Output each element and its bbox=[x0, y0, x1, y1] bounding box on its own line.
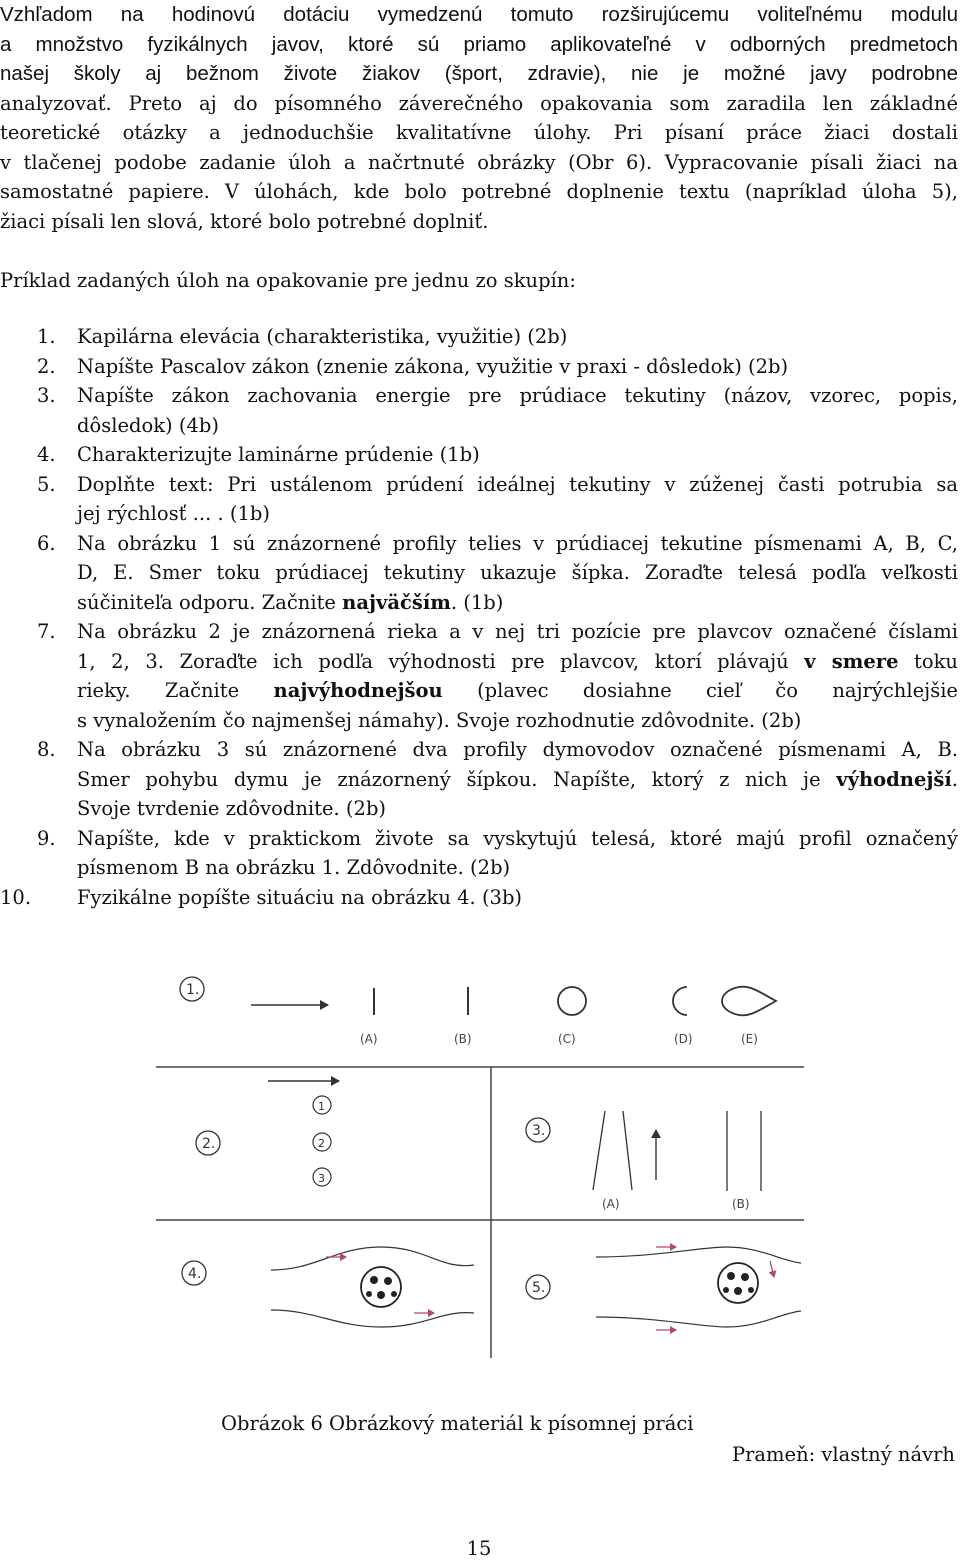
panel-number: 1. bbox=[186, 982, 200, 998]
task-item bbox=[0, 735, 958, 824]
panel-3 bbox=[526, 1111, 761, 1211]
intro-line: žiaci písali len slová, ktoré bolo potrebné doplniť. bbox=[0, 209, 489, 233]
task-number: 9. bbox=[37, 826, 56, 850]
profile-label: (C) bbox=[558, 1032, 576, 1046]
figure-sketches bbox=[156, 965, 804, 1358]
task-item bbox=[0, 470, 958, 529]
panel-1 bbox=[180, 977, 776, 1046]
panel-number: 5. bbox=[532, 1280, 546, 1296]
figure-source: Prameň: vlastný návrh bbox=[731, 1443, 955, 1466]
task-text bbox=[77, 765, 958, 795]
task-text: Kapilárna elevácia (charakteristika, využitie) (2b) bbox=[77, 325, 568, 348]
swimmer-number: 1 bbox=[318, 1100, 325, 1113]
spin-arrow bbox=[770, 1261, 774, 1277]
profile-label: (A) bbox=[360, 1032, 378, 1046]
task-number: 4. bbox=[37, 443, 56, 466]
chimney-a-wall bbox=[593, 1111, 605, 1190]
intro-line: v tlačenej podobe zadanie úloh a načrtnuté obrázky (Obr 6). Vypracovanie písali žiaci na bbox=[0, 150, 958, 174]
task-text: Svoje tvrdenie zdôvodnite. (2b) bbox=[77, 797, 387, 820]
task-text: Napíšte zákon zachovania energie pre prúdiace tekutiny (názov, vzorec, popis, bbox=[77, 384, 958, 407]
intro-line: samostatné papiere. V úlohách, kde bolo potrebné doplnenie textu (napríklad úloha 5), bbox=[0, 180, 958, 203]
task-text-part: . (1b) bbox=[450, 590, 504, 614]
task-text: D, E. Smer toku prúdiacej tekutiny ukazuje šípka. Zoraďte telesá podľa veľkosti bbox=[77, 561, 958, 584]
task-text-part: súčiniteľa odporu. Začnite bbox=[77, 590, 343, 614]
task-item bbox=[0, 529, 958, 618]
task-text-bold: v smere bbox=[804, 649, 899, 673]
task-text bbox=[77, 588, 958, 618]
panel-number: 2. bbox=[202, 1136, 216, 1152]
streamline bbox=[271, 1247, 474, 1270]
task-number: 10. bbox=[0, 885, 32, 909]
task-text: Doplňte text: Pri ustálenom prúdení ideálnej tekutiny v zúženej časti potrubia sa bbox=[77, 472, 958, 496]
task-text: Fyzikálne popíšte situáciu na obrázku 4. (3b) bbox=[77, 885, 523, 909]
task-text: Napíšte, kde v praktickom živote sa vyskytujú telesá, ktoré majú profil označený bbox=[77, 826, 958, 850]
task-text: s vynaložením čo najmenšej námahy). Svoje rozhodnutie zdôvodnite. (2b) bbox=[77, 708, 802, 732]
task-text: Napíšte Pascalov zákon (znenie zákona, využitie v praxi - dôsledok) (2b) bbox=[77, 354, 789, 378]
task-item bbox=[0, 617, 958, 735]
task-text: Na obrázku 1 sú znázornené profily telies v prúdiacej tekutine písmenami A, B, C, bbox=[77, 531, 958, 555]
panel-number: 4. bbox=[188, 1266, 202, 1282]
intro-line: a množstvo fyzikálnych javov, ktoré sú priamo aplikovateľné v odborných predmetoch bbox=[0, 32, 958, 56]
task-item bbox=[0, 352, 958, 382]
intro-line: Vzhľadom na hodinovú dotáciu vymedzenú tomuto rozširujúcemu voliteľnému modulu bbox=[0, 3, 958, 26]
task-text-bold: výhodnejší bbox=[836, 767, 952, 791]
task-list bbox=[0, 322, 958, 912]
profile-c-sphere bbox=[558, 987, 586, 1015]
streamline bbox=[271, 1310, 474, 1327]
swimmer-number: 3 bbox=[318, 1172, 325, 1185]
task-item bbox=[0, 381, 958, 440]
task-item bbox=[0, 440, 958, 470]
task-item bbox=[0, 322, 958, 352]
chimney-a-wall bbox=[623, 1111, 632, 1190]
task-text: Na obrázku 2 je znázornená rieka a v nej tri pozície pre plavcov označené číslami bbox=[77, 620, 958, 643]
chimney-label: (B) bbox=[732, 1197, 750, 1211]
intro-line: teoretické otázky a jednoduchšie kvalitatívne úlohy. Pri písaní práce žiaci dostali bbox=[0, 121, 958, 144]
task-text-part: (plavec dosiahne cieľ čo najrýchlejšie bbox=[442, 679, 958, 702]
soccer-ball-icon bbox=[718, 1263, 758, 1303]
task-number: 5. bbox=[37, 472, 56, 496]
soccer-ball-icon bbox=[361, 1267, 401, 1307]
profile-label: (E) bbox=[741, 1032, 758, 1046]
task-text-part: 1, 2, 3. Zoraďte ich podľa výhodnosti pre plavcov, ktorí plávajú bbox=[77, 649, 805, 673]
task-number: 3. bbox=[37, 384, 56, 407]
task-text: jej rýchlosť ... . (1b) bbox=[77, 502, 270, 525]
task-item bbox=[0, 824, 958, 883]
task-text-part: toku bbox=[898, 649, 958, 673]
example-heading: Príklad zadaných úloh na opakovanie pre jednu zo skupín: bbox=[0, 269, 576, 292]
task-text bbox=[77, 676, 958, 706]
task-text bbox=[77, 647, 958, 677]
task-text-bold: najvýhodnejšou bbox=[273, 679, 443, 702]
intro-paragraph bbox=[0, 0, 958, 236]
figure-caption: Obrázok 6 Obrázkový materiál k písomnej práci bbox=[221, 1412, 694, 1435]
profile-label: (D) bbox=[674, 1032, 693, 1046]
task-item bbox=[0, 883, 958, 913]
panel-number: 3. bbox=[532, 1123, 546, 1139]
task-text-bold: najväčším bbox=[342, 590, 451, 614]
profile-label: (B) bbox=[454, 1032, 472, 1046]
page-number: 15 bbox=[466, 1537, 492, 1560]
panel-2 bbox=[196, 1081, 339, 1186]
profile-e-teardrop bbox=[722, 987, 776, 1016]
task-number: 7. bbox=[37, 620, 56, 643]
task-text-part: . bbox=[951, 767, 958, 791]
task-text: písmenom B na obrázku 1. Zdôvodnite. (2b) bbox=[77, 856, 511, 879]
task-number: 8. bbox=[37, 738, 56, 761]
task-number: 6. bbox=[37, 531, 56, 555]
task-text-part: Smer pohybu dymu je znázornený šípkou. Napíšte, ktorý z nich je bbox=[77, 767, 837, 791]
task-number: 2. bbox=[37, 354, 56, 378]
chimney-label: (A) bbox=[602, 1197, 620, 1211]
intro-line: našej školy aj bežnom živote žiakov (šport, zdravie), nie je možné javy podrobne bbox=[0, 62, 958, 85]
swimmer-number: 2 bbox=[318, 1137, 325, 1150]
task-number: 1. bbox=[37, 325, 56, 348]
task-text-part: rieky. Začnite bbox=[77, 679, 274, 702]
streamline bbox=[596, 1247, 801, 1263]
task-text: Charakterizujte laminárne prúdenie (1b) bbox=[77, 443, 480, 466]
task-text: dôsledok) (4b) bbox=[77, 413, 219, 437]
intro-line: analyzovať. Preto aj do písomného záverečného opakovania som zaradila len základné bbox=[0, 91, 958, 115]
streamline bbox=[596, 1311, 801, 1327]
panel-4 bbox=[182, 1247, 474, 1327]
profile-d-hemisphere bbox=[673, 987, 687, 1015]
panel-5 bbox=[526, 1247, 801, 1330]
task-text: Na obrázku 3 sú znázornené dva profily dymovodov označené písmenami A, B. bbox=[77, 738, 958, 761]
